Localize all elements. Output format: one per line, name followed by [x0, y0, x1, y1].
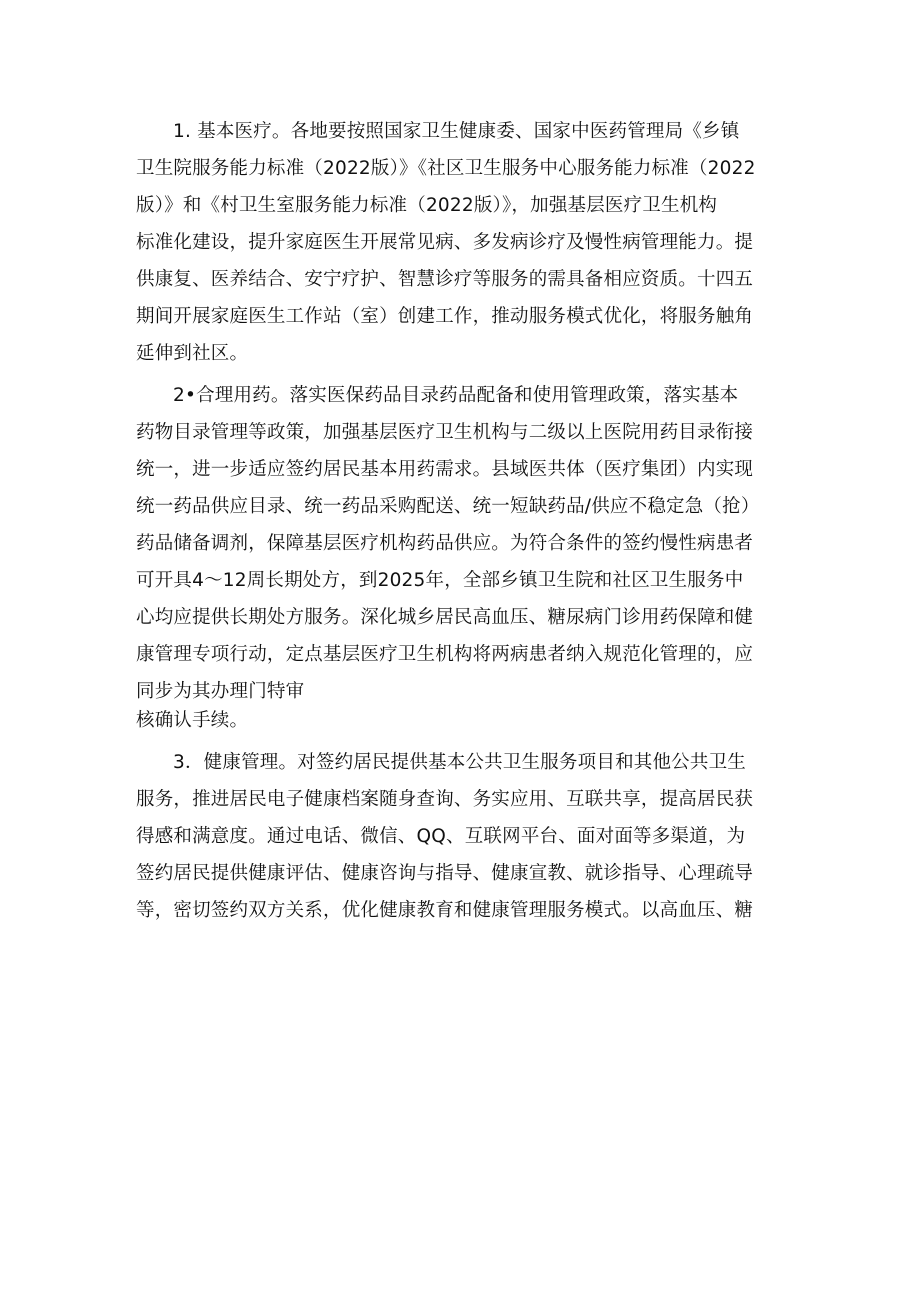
paragraph-rational-medication: 2•合理用药。落实医保药品目录药品配备和使用管理政策，落实基本 药物目录管理等政策，加强基层医疗卫生机构与二级以上医院用药目录衔接 统一，进一步适应签约居民基本用药需求。县域医共体（医疗集团）内实现 统一药品供应目录、统一药品采购配送、统一短缺药品/供应不稳定急（抢） 药品储备调剂，保障基层医疗机构药品供应。为符合条件的签约慢性病患者 可开具4～12周长期处方，到2025年，全部乡镇卫生院和社区卫生服务中 心均应提供长期处方服务。深化城乡居民高血压、糖尿病门诊用药保障和健 康管理专项行动，定点基层医疗卫生机构将两病患者纳入规范化管理的，应 同步为其办理门特审: [136, 385, 760, 702]
paragraph-rational-medication-tail: 核确认手续。: [136, 710, 249, 731]
paragraph-health-management: 3．健康管理。对签约居民提供基本公共卫生服务项目和其他公共卫生 服务，推进居民电子健康档案随身查询、务实应用、互联共享，提高居民获 得感和满意度。通过电话、微信、QQ、互联网平台、面对面等多渠道，为 签约居民提供健康评估、健康咨询与指导、健康宣教、就诊指导、心理疏导 等，密切签约双方关系，优化健康教育和健康管理服务模式。以高血压、糖: [136, 752, 754, 921]
paragraph-basic-medical: 1. 基本医疗。各地要按照国家卫生健康委、国家中医药管理局《乡镇 卫生院服务能力标准（2022版）》《社区卫生服务中心服务能力标准（2022 版）》和《村卫生室服务能力标准（2022版）》，加强基层医疗卫生机构 标准化建设，提升家庭医生开展常见病、多发病诊疗及慢性病管理能力。提 供康复、医养结合、安宁疗护、智慧诊疗等服务的需具备相应资质。十四五 期间开展家庭医生工作站（室）创建工作，推动服务模式优化，将服务触角 延伸到社区。: [136, 121, 756, 364]
document-body: [136, 113, 796, 929]
